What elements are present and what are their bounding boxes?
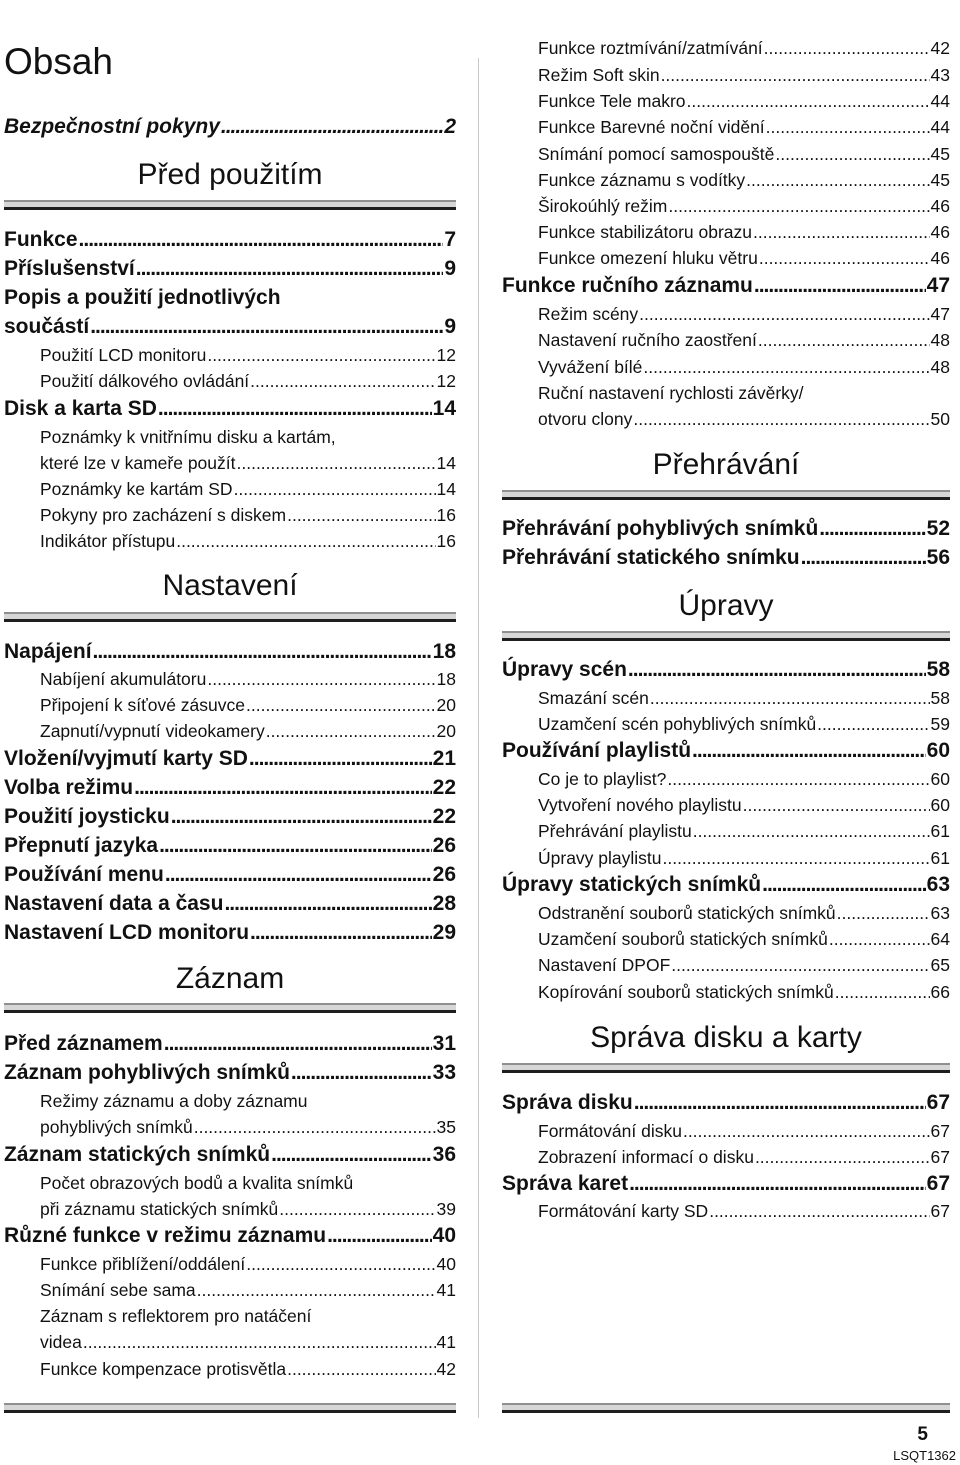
dot-leader [221,113,443,141]
toc-entry-label: Používání playlistů [502,739,692,762]
toc-page-number: 56 [926,546,950,569]
toc-entry-text: Poznámky k vnitřnímu disku a kartám, [40,427,336,447]
toc-entry-label: Úpravy statických snímků [502,873,762,896]
toc-entry-label: Správa disku [502,1091,633,1114]
dot-leader [766,114,930,140]
toc-entry-label: Nastavení ručního zaostření [538,330,757,350]
dot-leader [687,88,930,114]
dot-leader [159,832,432,860]
toc-entry-label: pohyblivých snímků [40,1117,193,1137]
toc-page-number: 48 [930,357,950,377]
section-title: Záznam [175,962,285,995]
toc-page-number: 21 [432,747,456,770]
toc-entry[interactable] [4,395,456,423]
toc-entry-label: Nastavení LCD monitoru [4,921,250,944]
toc-entry[interactable] [4,774,456,802]
section-heading [4,156,456,194]
toc-entry-label: Snímání sebe sama [40,1280,196,1300]
toc-entry[interactable] [4,1059,456,1087]
column-end-rule [502,1403,950,1413]
toc-entry-label: Použití dálkového ovládání [40,371,250,391]
toc-page-number: 67 [930,1201,950,1221]
dot-leader [234,476,436,502]
toc-page-number: 52 [926,517,950,540]
toc-page-number: 7 [444,228,456,251]
toc-page-number: 50 [930,409,950,429]
dot-leader [250,919,432,947]
toc-page-number: 58 [926,658,950,681]
column-divider [478,58,479,1418]
toc-subentry[interactable] [4,342,456,368]
toc-subentry[interactable] [502,167,950,193]
toc-page-number: 60 [930,795,950,815]
toc-page-number: 12 [436,371,456,391]
toc-entry-text: Popis a použití jednotlivých [4,286,281,309]
toc-page-number: 60 [926,739,950,762]
dot-leader [663,845,930,871]
toc-page-number: 12 [436,345,456,365]
toc-subentry[interactable] [502,926,950,952]
dot-leader [762,871,926,899]
dot-leader [246,1251,435,1277]
dot-leader [671,952,929,978]
toc-page-number: 65 [930,955,950,975]
toc-entry-label: Připojení k síťové zásuvce [40,695,245,715]
toc-entry-label: Funkce [4,228,78,251]
dot-leader [668,193,929,219]
toc-page-number: 44 [930,117,950,137]
toc-page-number: 67 [930,1121,950,1141]
toc-page-number: 36 [432,1143,456,1166]
dot-leader [746,167,929,193]
toc-entry[interactable] [502,737,950,765]
toc-entry-label: Příslušenství [4,257,135,280]
toc-entry-label: Funkce omezení hluku větru [538,248,758,268]
toc-page-number: 39 [436,1199,456,1219]
toc-page-number: 46 [930,222,950,242]
toc-page-number: 63 [926,873,950,896]
dot-leader [194,1114,436,1140]
toc-subentry[interactable] [4,368,456,394]
toc-page-number: 29 [432,921,456,944]
toc-page-number: 58 [930,688,950,708]
toc-entry-label: Volba režimu [4,776,134,799]
toc-subentry[interactable] [4,1196,456,1222]
toc-page-number: 40 [436,1254,456,1274]
toc-entry-label: Formátování karty SD [538,1201,709,1221]
toc-entry[interactable] [4,1141,456,1169]
section-rule [4,612,456,622]
toc-page-number: 66 [930,982,950,1002]
dot-leader [93,638,432,666]
toc-subentry[interactable] [502,193,950,219]
toc-entry-label: Zapnutí/vypnutí videokamery [40,721,265,741]
toc-subentry[interactable] [502,979,950,1005]
dot-leader [237,450,436,476]
dot-leader [837,900,930,926]
toc-subentry[interactable] [4,1251,456,1277]
column-end-rule [4,1403,456,1413]
toc-page-number: 9 [444,315,456,338]
toc-subentry[interactable] [502,245,950,271]
toc-entry-label: Nastavení data a času [4,892,224,915]
section-rule [4,200,456,210]
toc-entry-label: Odstranění souborů statických snímků [538,903,836,923]
toc-entry-label: Správa karet [502,1172,629,1195]
toc-subentry[interactable] [502,354,950,380]
section-heading [4,960,456,998]
toc-entry-label: Funkce Barevné noční vidění [538,117,765,137]
dot-leader [667,766,929,792]
toc-subentry[interactable] [502,88,950,114]
toc-entry-label: Poznámky ke kartám SD [40,479,233,499]
page-title: Obsah [4,41,114,82]
toc-page-number: 22 [432,805,456,828]
dot-leader [819,515,925,543]
dot-leader [134,774,432,802]
toc-subentry[interactable] [502,900,950,926]
dot-leader [759,245,930,271]
toc-entry[interactable] [502,272,950,300]
toc-entry-label: Funkce přiblížení/oddálení [40,1254,246,1274]
section-heading [502,1019,950,1057]
toc-entry-label: Formátování disku [538,1121,682,1141]
toc-entry-label: Záznam pohyblivých snímků [4,1061,290,1084]
toc-subentry[interactable] [4,666,456,692]
toc-page-number: 61 [930,821,950,841]
toc-entry[interactable] [502,1089,950,1117]
dot-leader [829,926,930,952]
toc-entry-label: Různé funkce v režimu záznamu [4,1224,327,1247]
toc-subentry[interactable] [502,406,950,432]
toc-subentry[interactable] [502,114,950,140]
section-title: Nastavení [162,569,298,602]
section-rule [502,631,950,641]
dot-leader [79,226,444,254]
toc-entry-label: Režim scény [538,304,639,324]
toc-subentry[interactable] [4,1329,456,1355]
toc-subentry[interactable] [502,845,950,871]
toc-entry[interactable] [4,1222,456,1250]
toc-page-number: 35 [436,1117,456,1137]
toc-subentry[interactable] [4,718,456,744]
toc-subentry[interactable] [502,1118,950,1144]
section-title: Úpravy [678,589,774,622]
toc-subentry[interactable] [502,219,950,245]
dot-leader [83,1329,436,1355]
dot-leader [176,528,435,554]
toc-page-number: 45 [930,144,950,164]
section-title: Přehrávání [652,448,800,481]
dot-leader [709,1198,929,1224]
toc-entry-label: Vložení/vyjmutí karty SD [4,747,248,770]
toc-entry-label: Co je to playlist? [538,769,667,789]
toc-entry-label: Napájení [4,640,92,663]
dot-leader [758,327,930,353]
toc-subentry[interactable] [4,450,456,476]
toc-entry-label: při záznamu statických snímků [40,1199,279,1219]
toc-entry-label: Vytvoření nového playlistu [538,795,742,815]
toc-entry-label: Kopírování souborů statických snímků [538,982,834,1002]
toc-entry-label: součástí [4,315,90,338]
toc-subentry[interactable] [4,476,456,502]
toc-subentry[interactable] [4,502,456,528]
toc-entry[interactable] [4,832,456,860]
dot-leader [801,544,926,572]
toc-entry-label: Záznam statických snímků [4,1143,271,1166]
toc-entry-label: Indikátor přístupu [40,531,176,551]
dot-leader [279,1196,435,1222]
dot-leader [775,141,929,167]
dot-leader [207,666,435,692]
dot-leader [327,1222,432,1250]
toc-page-number: 47 [930,304,950,324]
toc-page-number: 33 [432,1061,456,1084]
toc-page-number: 46 [930,248,950,268]
dot-leader [90,313,443,341]
page-number: 5 [917,1424,928,1445]
toc-page-number: 9 [444,257,456,280]
toc-subentry[interactable] [502,1144,950,1170]
dot-leader [287,502,435,528]
toc-entry[interactable] [502,1170,950,1198]
toc-entry-text: Záznam s reflektorem pro natáčení [40,1306,312,1326]
toc-page-number: 41 [436,1332,456,1352]
toc-subentry[interactable] [4,1277,456,1303]
toc-entry[interactable] [4,861,456,889]
dot-leader [643,354,929,380]
toc-subentry[interactable] [4,1114,456,1140]
toc-page-number: 46 [930,196,950,216]
dot-leader [629,1170,926,1198]
dot-leader [266,718,436,744]
toc-entry-label: Širokoúhlý režim [538,196,668,216]
toc-entry-label: Před záznamem [4,1032,163,1055]
toc-page-number: 67 [926,1091,950,1114]
toc-page-number: 42 [930,38,950,58]
dot-leader [250,368,435,394]
section-title: Správa disku a karty [590,1021,862,1054]
toc-entry-label: otvoru clony [538,409,633,429]
toc-page-number: 42 [436,1359,456,1379]
toc-page-number: 43 [930,65,950,85]
toc-entry-label: Přepnutí jazyka [4,834,159,857]
toc-subentry[interactable] [502,792,950,818]
dot-leader [171,803,432,831]
dot-leader [164,1030,432,1058]
toc-page-number: 31 [432,1032,456,1055]
toc-entry-label: Nabíjení akumulátoru [40,669,207,689]
toc-entry-label: Přehrávání playlistu [538,821,692,841]
dot-leader [287,1356,435,1382]
dot-leader [692,737,926,765]
section-rule [4,1003,456,1013]
toc-entry-label: Snímání pomocí samospouště [538,144,775,164]
toc-subentry[interactable] [502,818,950,844]
section-title: Před použitím [137,158,323,191]
toc-page-number: 64 [930,929,950,949]
toc-page-number: 41 [436,1280,456,1300]
toc-entry-label: Funkce roztmívání/zatmívání [538,38,763,58]
dot-leader [661,62,930,88]
toc-page-number: 18 [436,669,456,689]
dot-leader [224,890,431,918]
dot-leader [136,255,444,283]
toc-entry-label: Úpravy playlistu [538,848,662,868]
dot-leader [650,685,930,711]
toc-entry-label: které lze v kameře použít [40,453,236,473]
toc-entry-label: Funkce kompenzace protisvětla [40,1359,287,1379]
toc-entry-label: Smazání scén [538,688,649,708]
dot-leader [246,692,436,718]
section-rule [502,490,950,500]
toc-page-number: 16 [436,505,456,525]
toc-entry[interactable] [4,745,456,773]
section-heading [4,567,456,605]
toc-page-number: 61 [930,848,950,868]
dot-leader [197,1277,436,1303]
toc-page-number: 48 [930,330,950,350]
toc-entry-label: Zobrazení informací o disku [538,1147,754,1167]
toc-entry[interactable] [4,803,456,831]
toc-entry[interactable] [502,515,950,543]
toc-page-number: 16 [436,531,456,551]
toc-entry-label: Bezpečnostní pokyny [4,115,220,138]
toc-subentry[interactable] [502,35,950,61]
toc-entry[interactable] [4,226,456,254]
toc-entry[interactable] [502,871,950,899]
document-code: LSQT1362 [893,1448,956,1463]
toc-page-number: 60 [930,769,950,789]
toc-entry[interactable] [4,890,456,918]
dot-leader [291,1059,432,1087]
toc-page-number: 63 [930,903,950,923]
toc-entry-label: Uzamčení scén pohyblivých snímků [538,714,817,734]
dot-leader [683,1118,930,1144]
toc-entry[interactable] [502,656,950,684]
toc-entry-label: Používání menu [4,863,164,886]
dot-leader [639,301,929,327]
toc-subentry[interactable] [502,141,950,167]
dot-leader [743,792,930,818]
toc-page-number: 2 [444,115,456,138]
toc-entry[interactable] [4,313,456,341]
dot-leader [633,406,929,432]
toc-subentry[interactable] [502,1198,950,1224]
toc-entry-text: Počet obrazových bodů a kvalita snímků [40,1173,354,1193]
dot-leader [764,35,930,61]
toc-page-number: 45 [930,170,950,190]
toc-entry[interactable] [502,544,950,572]
toc-entry-label: Režim Soft skin [538,65,660,85]
dot-leader [817,711,929,737]
toc-entry-label: videa [40,1332,82,1352]
toc-entry-label: Nastavení DPOF [538,955,671,975]
dot-leader [165,861,432,889]
toc-page-number: 20 [436,721,456,741]
toc-entry-label: Použití joysticku [4,805,170,828]
toc-page-number: 67 [926,1172,950,1195]
toc-entry-label: Funkce záznamu s vodítky [538,170,746,190]
toc-page-number: 44 [930,91,950,111]
toc-entry[interactable] [4,1030,456,1058]
toc-entry-label: Vyvážení bílé [538,357,643,377]
toc-subentry[interactable] [502,327,950,353]
toc-page-number: 67 [930,1147,950,1167]
toc-subentry[interactable] [502,766,950,792]
toc-entry[interactable] [4,255,456,283]
toc-entry[interactable] [4,919,456,947]
dot-leader [753,219,930,245]
toc-subentry[interactable] [502,685,950,711]
section-rule [502,1063,950,1073]
toc-page-number: 28 [432,892,456,915]
toc-page-number: 47 [926,274,950,297]
dot-leader [755,1144,930,1170]
dot-leader [835,979,930,1005]
dot-leader [754,272,926,300]
toc-entry-label: Funkce Tele makro [538,91,686,111]
toc-subentry[interactable] [502,952,950,978]
toc-entry[interactable] [4,638,456,666]
toc-entry-label: Přehrávání statického snímku [502,546,800,569]
toc-entry-label: Funkce ručního záznamu [502,274,753,297]
toc-subentry[interactable] [4,528,456,554]
toc-subentry[interactable] [502,62,950,88]
toc-entry-text: Režimy záznamu a doby záznamu [40,1091,308,1111]
toc-entry-label: Funkce stabilizátoru obrazu [538,222,752,242]
toc-page-number: 22 [432,776,456,799]
section-heading [502,587,950,625]
toc-page-number: 18 [432,640,456,663]
dot-leader [634,1089,926,1117]
toc-page-number: 14 [436,453,456,473]
toc-subentry[interactable] [502,301,950,327]
dot-leader [271,1141,432,1169]
toc-entry-text: Ruční nastavení rychlosti závěrky/ [538,383,804,403]
toc-entry[interactable] [4,113,456,141]
toc-entry-label: Úpravy scén [502,658,627,681]
toc-entry-label: Disk a karta SD [4,397,157,420]
toc-page-number: 14 [436,479,456,499]
toc-page-number: 20 [436,695,456,715]
toc-subentry[interactable] [4,692,456,718]
toc-entry-label: Přehrávání pohyblivých snímků [502,517,819,540]
dot-leader [693,818,930,844]
toc-entry-label: Pokyny pro zacházení s diskem [40,505,287,525]
toc-subentry[interactable] [502,711,950,737]
toc-page-number: 40 [432,1224,456,1247]
toc-entry-label: Uzamčení souborů statických snímků [538,929,828,949]
dot-leader [158,395,432,423]
toc-page-number: 26 [432,863,456,886]
toc-page-number: 26 [432,834,456,857]
toc-page-number: 14 [432,397,456,420]
dot-leader [628,656,926,684]
toc-page-number: 59 [930,714,950,734]
section-heading [502,446,950,484]
toc-subentry[interactable] [4,1356,456,1382]
dot-leader [249,745,432,773]
dot-leader [207,342,435,368]
toc-entry-label: Použití LCD monitoru [40,345,207,365]
